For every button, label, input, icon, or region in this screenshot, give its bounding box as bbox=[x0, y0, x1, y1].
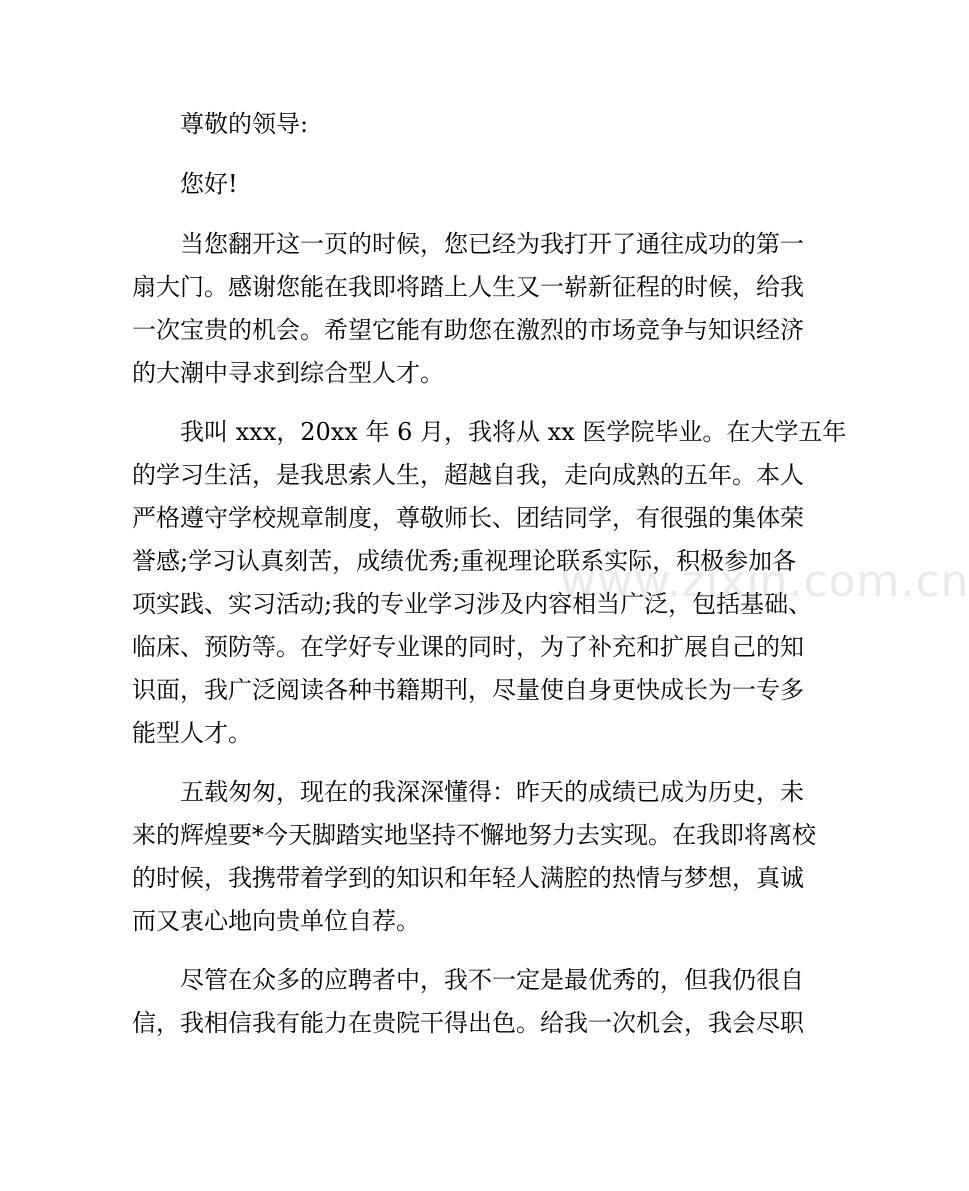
paragraph-3-line-1: 五载匆匆，现在的我深深懂得：昨天的成绩已成为历史，未 bbox=[180, 778, 804, 806]
watermark-text: www.zixin.com.cn bbox=[560, 556, 969, 607]
paragraph-1-line-1: 当您翻开这一页的时候，您已经为我打开了通往成功的第一 bbox=[180, 230, 804, 258]
paragraph-3-line-3: 的时候，我携带着学到的知识和年轻人满腔的热情与梦想，真诚 bbox=[132, 864, 804, 892]
paragraph-4-line-1: 尽管在众多的应聘者中，我不一定是最优秀的，但我仍很自 bbox=[180, 966, 804, 994]
paragraph-2-line-5: 项实践、实习活动;我的专业学习涉及内容相当广泛，包括基础、 bbox=[132, 590, 813, 618]
salutation: 尊敬的领导: bbox=[180, 110, 309, 138]
paragraph-2-line-3: 严格遵守学校规章制度，尊敬师长、团结同学，有很强的集体荣 bbox=[132, 504, 804, 532]
paragraph-2-line-8: 能型人才。 bbox=[132, 719, 252, 747]
paragraph-2-line-2: 的学习生活，是我思索人生，超越自我，走向成熟的五年。本人 bbox=[132, 461, 804, 489]
paragraph-2-line-6: 临床、预防等。在学好专业课的同时，为了补充和扩展自己的知 bbox=[132, 633, 804, 661]
paragraph-2-line-7: 识面，我广泛阅读各种书籍期刊，尽量使自身更快成长为一专多 bbox=[132, 676, 804, 704]
paragraph-1-line-3: 一次宝贵的机会。希望它能有助您在激烈的市场竞争与知识经济 bbox=[132, 316, 804, 344]
paragraph-1-line-4: 的大潮中寻求到综合型人才。 bbox=[132, 359, 444, 387]
paragraph-4-line-2: 信，我相信我有能力在贵院干得出色。给我一次机会，我会尽职 bbox=[132, 1009, 804, 1037]
paragraph-1-line-2: 扇大门。感谢您能在我即将踏上人生又一崭新征程的时候，给我 bbox=[132, 273, 804, 301]
paragraph-3-line-2: 来的辉煌要*今天脚踏实地坚持不懈地努力去实现。在我即将离校 bbox=[132, 821, 816, 849]
paragraph-2-line-4: 誉感;学习认真刻苦，成绩优秀;重视理论联系实际，积极参加各 bbox=[132, 547, 797, 575]
paragraph-2-line-1: 我叫 xxx，20xx 年 6 月，我将从 xx 医学院毕业。在大学五年 bbox=[180, 418, 847, 446]
paragraph-3-line-4: 而又衷心地向贵单位自荐。 bbox=[132, 907, 420, 935]
greeting: 您好! bbox=[180, 170, 238, 198]
